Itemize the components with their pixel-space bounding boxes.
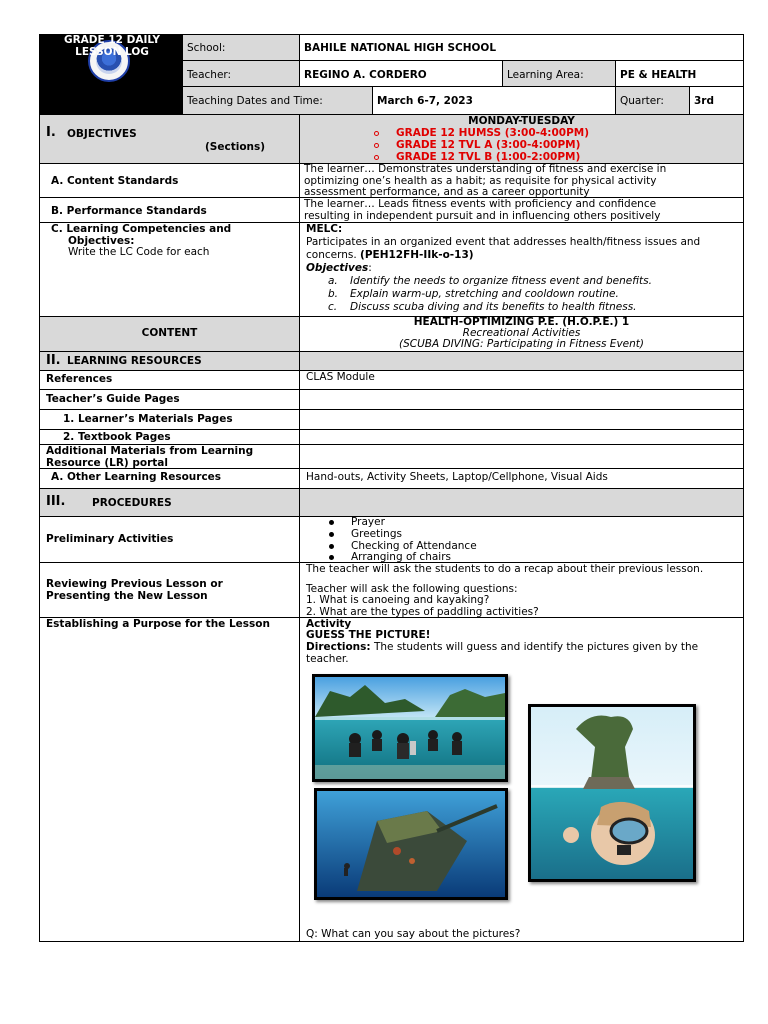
- procedures-header: [39, 488, 300, 517]
- performance-standards-value: [299, 197, 744, 223]
- additional-materials-value: [299, 444, 744, 469]
- melc-line1: Participates in an organized event that addresses health/fitness issues and: [306, 236, 701, 248]
- content-standards-line: assessment performance, and as a career opportunity: [304, 186, 590, 198]
- pictures-question: Q: What can you say about the pictures?: [306, 928, 521, 940]
- other-resources-value: Hand-outs, Activity Sheets, Laptop/Cellphone, Visual Aids: [299, 468, 744, 489]
- content-standards-label: A. Content Standards: [39, 163, 300, 198]
- logo-title-line2: LESSON LOG: [75, 46, 149, 58]
- quarter-label: Quarter:: [615, 86, 690, 115]
- learning-area-value: PE & HEALTH: [615, 60, 744, 87]
- preliminary-item: Greetings: [351, 528, 402, 540]
- directions-text: The students will guess and identify the pictures given by the: [373, 641, 699, 653]
- logo-title-line1: GRADE 12 DAILY: [63, 34, 161, 46]
- class-item: GRADE 12 HUMSS (3:00-4:00PM): [396, 127, 590, 139]
- objectives-sub-label-colon: :: [368, 262, 372, 274]
- activity-label: Activity: [306, 618, 352, 630]
- circle-bullet-icon: [374, 143, 379, 148]
- additional-line: Additional Materials from Learning: [46, 445, 254, 457]
- objective-letter: c.: [328, 301, 338, 313]
- teachers-guide-label: Teacher’s Guide Pages: [39, 389, 300, 410]
- competencies-label-line3: Write the LC Code for each: [68, 246, 210, 258]
- preliminary-item: Arranging of chairs: [351, 551, 451, 563]
- melc-label: MELC:: [306, 223, 343, 235]
- preliminary-label: Preliminary Activities: [39, 516, 300, 563]
- resources-title: LEARNING RESOURCES: [67, 355, 202, 367]
- diver-island-image: [528, 704, 696, 882]
- other-resources-label: A. Other Learning Resources: [39, 468, 300, 489]
- review-label-line: Presenting the New Lesson: [46, 590, 208, 602]
- textbook-value: [299, 429, 744, 445]
- melc-line2: [306, 249, 474, 261]
- dates-value: March 6-7, 2023: [372, 86, 616, 115]
- objectives-title: OBJECTIVES: [67, 128, 137, 140]
- teachers-guide-value: [299, 389, 744, 410]
- content-standards-value: [299, 163, 744, 198]
- competencies-value: [299, 222, 744, 317]
- objectives-sections: (Sections): [205, 141, 266, 153]
- objective-letter: b.: [328, 288, 339, 300]
- review-value: [299, 562, 744, 618]
- review-question: 1. What is canoeing and kayaking?: [306, 594, 490, 606]
- directions-line1: [306, 641, 698, 653]
- performance-standards-line: The learner… Leads fitness events with proficiency and confidence: [304, 198, 657, 210]
- preliminary-item: Checking of Attendance: [351, 540, 477, 552]
- content-topic: (SCUBA DIVING: Participating in Fitness Event): [399, 338, 644, 350]
- objectives-sub-label: [306, 262, 372, 274]
- resources-header: [39, 351, 300, 371]
- textbook-label: 2. Textbook Pages: [39, 429, 300, 445]
- content-title: HEALTH-OPTIMIZING P.E. (H.O.P.E.) 1: [413, 316, 630, 328]
- objective-letter: a.: [328, 275, 338, 287]
- review-line1: The teacher will ask the students to do a recap about their previous lesson.: [306, 563, 704, 575]
- performance-standards-line: resulting in independent pursuit and in influencing others positively: [304, 210, 661, 222]
- objectives-classes: [299, 114, 744, 164]
- preliminary-item: Prayer: [351, 516, 385, 528]
- review-label: [39, 562, 300, 618]
- competencies-label-line1: C. Learning Competencies and: [51, 223, 232, 235]
- bullet-icon: [329, 532, 334, 537]
- teacher-label: Teacher:: [182, 60, 300, 87]
- preliminary-value: [299, 516, 744, 563]
- dates-label: Teaching Dates and Time:: [182, 86, 373, 115]
- references-value: CLAS Module: [299, 370, 744, 390]
- class-item: GRADE 12 TVL B (1:00-2:00PM): [396, 151, 581, 163]
- references-label: References: [39, 370, 300, 390]
- directions-line2: teacher.: [306, 653, 349, 665]
- bullet-icon: [329, 544, 334, 549]
- objectives-header: [39, 114, 300, 164]
- learners-materials-value: [299, 409, 744, 430]
- objective-item: Discuss scuba diving and its benefits to health fitness.: [350, 301, 637, 313]
- review-question: 2. What are the types of paddling activities?: [306, 606, 539, 618]
- objective-item: Explain warm-up, stretching and cooldown routine.: [350, 288, 619, 300]
- content-subtitle: Recreational Activities: [462, 327, 581, 339]
- bullet-icon: [329, 555, 334, 560]
- class-item: GRADE 12 TVL A (3:00-4:00PM): [396, 139, 581, 151]
- school-value: BAHILE NATIONAL HIGH SCHOOL: [299, 34, 744, 61]
- learning-area-label: Learning Area:: [502, 60, 616, 87]
- purpose-label: Establishing a Purpose for the Lesson: [39, 617, 300, 942]
- content-standards-line: optimizing one’s health as a habit; as requisite for physical activity: [304, 174, 657, 187]
- resources-header-right: [299, 351, 744, 371]
- competencies-label-line2: Objectives:: [68, 235, 135, 247]
- bullet-icon: [329, 520, 334, 525]
- divers-lagoon-image: [312, 674, 508, 782]
- teacher-value: REGINO A. CORDERO: [299, 60, 503, 87]
- objectives-roman: I.: [46, 125, 56, 140]
- logo-block: [39, 34, 182, 115]
- circle-bullet-icon: [374, 131, 379, 136]
- objectives-sub-label-text: Objectives: [306, 262, 369, 274]
- procedures-title: PROCEDURES: [92, 497, 172, 509]
- objective-item: Identify the needs to organize fitness event and benefits.: [350, 275, 652, 287]
- review-line2: Teacher will ask the following questions:: [306, 583, 518, 595]
- lc-code: (PEH12FH-IIk-o-13): [360, 249, 474, 261]
- school-label: School:: [182, 34, 300, 61]
- content-standards-line: The learner… Demonstrates understanding of fitness and exercise in: [304, 163, 667, 175]
- additional-materials-label: [39, 444, 300, 469]
- resources-roman: II.: [46, 353, 61, 368]
- review-label-line: Reviewing Previous Lesson or: [46, 578, 223, 590]
- learners-materials-label: 1. Learner’s Materials Pages: [39, 409, 300, 430]
- circle-bullet-icon: [374, 155, 379, 160]
- content-label: CONTENT: [39, 316, 300, 352]
- quarter-value: 3rd: [689, 86, 744, 115]
- purpose-value: [299, 617, 744, 942]
- procedures-roman: III.: [46, 494, 66, 509]
- shipwreck-image: [314, 788, 508, 900]
- directions-label: Directions:: [306, 641, 371, 653]
- competencies-label: [39, 222, 300, 317]
- performance-standards-label: B. Performance Standards: [39, 197, 300, 223]
- activity-title: GUESS THE PICTURE!: [306, 629, 431, 641]
- additional-line: Resource (LR) portal: [46, 457, 168, 469]
- content-value: [299, 316, 744, 352]
- day-label: MONDAY-TUESDAY: [468, 115, 575, 127]
- melc-line2-text: concerns.: [306, 249, 357, 261]
- procedures-header-right: [299, 488, 744, 517]
